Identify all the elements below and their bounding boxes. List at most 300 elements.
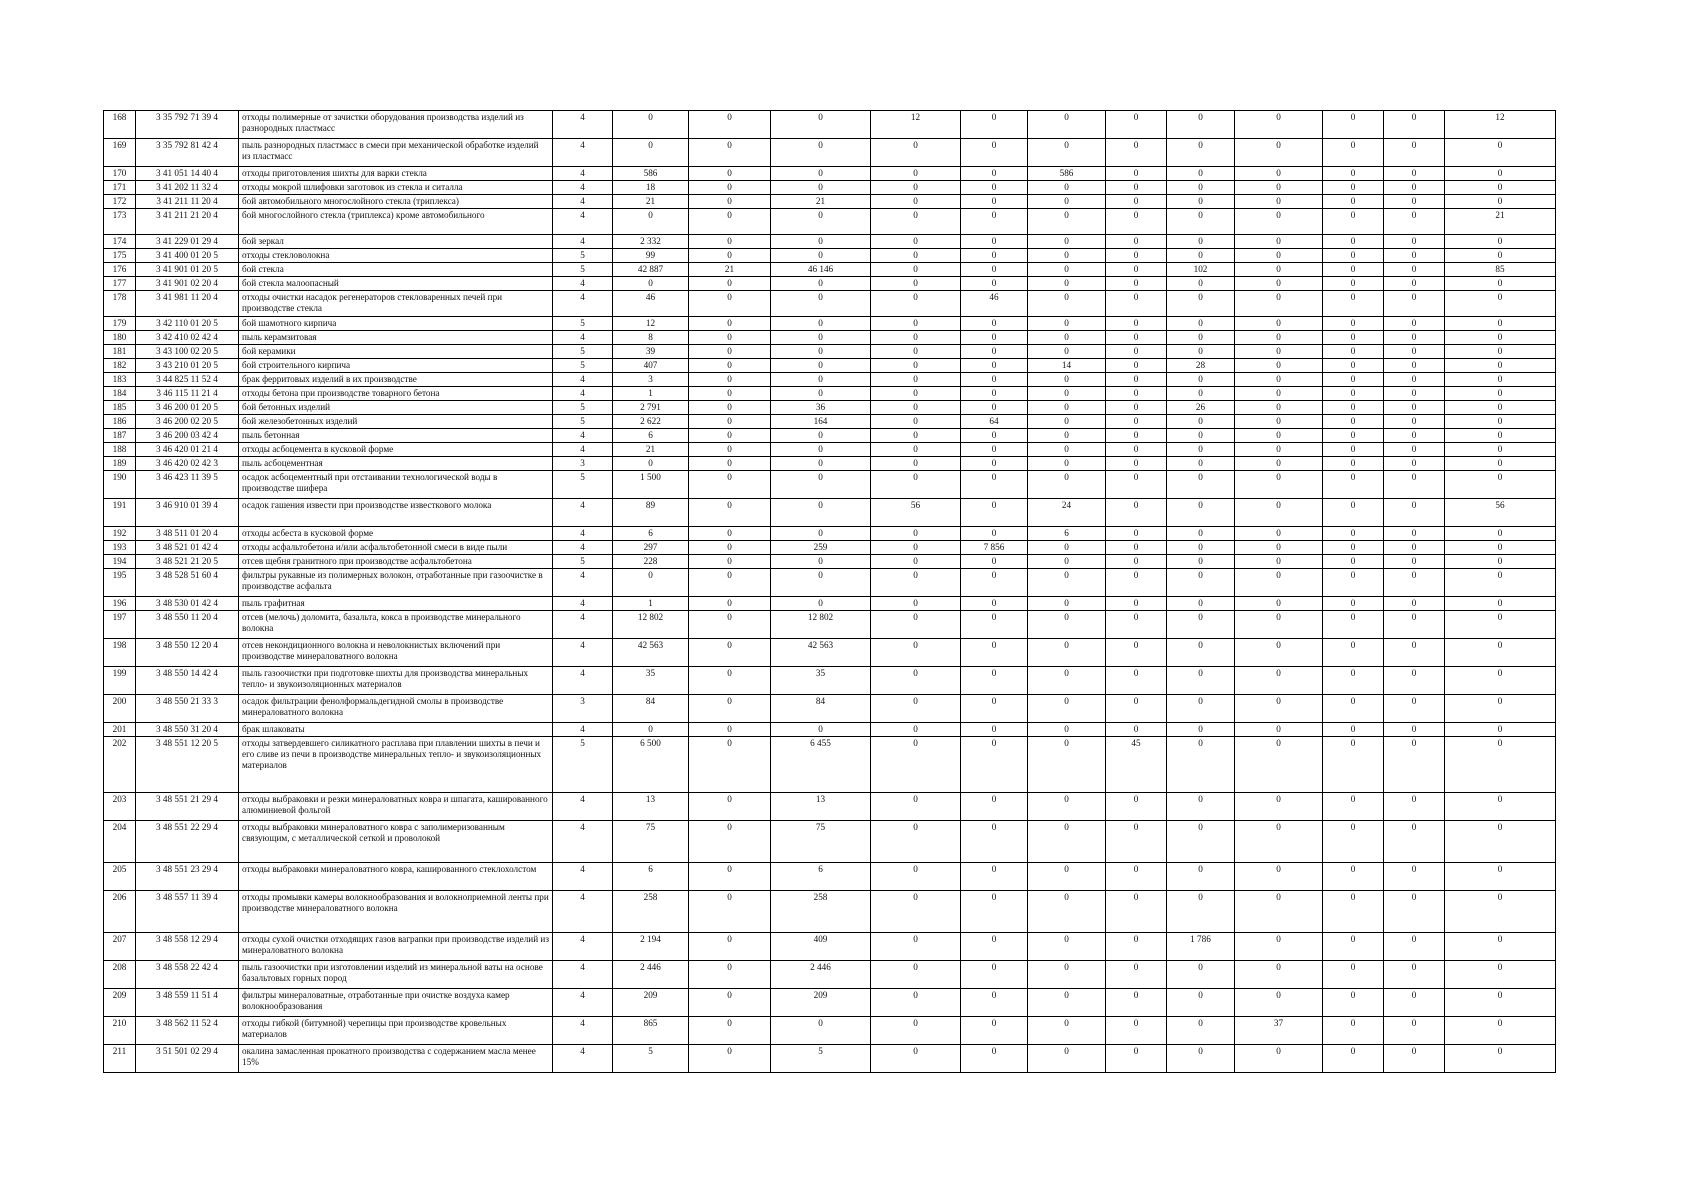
value-cell-11: 0 <box>1323 597 1384 611</box>
value-cell-4: 0 <box>771 471 871 499</box>
value-cell-3: 0 <box>689 235 771 249</box>
value-cell-8: 0 <box>1106 429 1167 443</box>
value-cell-6: 46 <box>961 291 1028 317</box>
table-row <box>104 457 1556 471</box>
value-cell-8: 0 <box>1106 961 1167 989</box>
value-cell-4: 0 <box>771 373 871 387</box>
waste-description-cell: фильтры минераловатные, отработанные при очистке воздуха камер волокнообразования <box>239 989 553 1017</box>
value-cell-13: 0 <box>1445 695 1556 723</box>
value-cell-13: 12 <box>1445 111 1556 139</box>
waste-description-cell: пыль газоочистки при подготовке шихты для производства минеральных тепло- и звукоизоляционных материалов <box>239 667 553 695</box>
value-cell-6: 0 <box>961 891 1028 933</box>
waste-code-cell: 3 43 210 01 20 5 <box>136 359 239 373</box>
value-cell-12: 0 <box>1384 263 1445 277</box>
value-cell-2: 1 <box>613 597 689 611</box>
value-cell-10: 0 <box>1235 891 1323 933</box>
value-cell-1: 4 <box>553 541 613 555</box>
waste-code-cell: 3 48 550 14 42 4 <box>136 667 239 695</box>
waste-description-cell: отходы асбеста в кусковой форме <box>239 527 553 541</box>
value-cell-1: 4 <box>553 209 613 235</box>
value-cell-2: 18 <box>613 181 689 195</box>
value-cell-4: 0 <box>771 443 871 457</box>
value-cell-9: 26 <box>1167 401 1235 415</box>
value-cell-10: 0 <box>1235 821 1323 863</box>
value-cell-13: 0 <box>1445 249 1556 263</box>
value-cell-5: 0 <box>871 863 961 891</box>
table-row <box>104 139 1556 167</box>
value-cell-6: 0 <box>961 667 1028 695</box>
value-cell-11: 0 <box>1323 457 1384 471</box>
value-cell-7: 0 <box>1028 1017 1106 1045</box>
value-cell-9: 0 <box>1167 1045 1235 1073</box>
waste-code-cell: 3 51 501 02 29 4 <box>136 1045 239 1073</box>
value-cell-9: 0 <box>1167 723 1235 737</box>
value-cell-7: 0 <box>1028 555 1106 569</box>
waste-code-cell: 3 46 115 11 21 4 <box>136 387 239 401</box>
value-cell-10: 0 <box>1235 429 1323 443</box>
value-cell-8: 0 <box>1106 891 1167 933</box>
value-cell-7: 6 <box>1028 527 1106 541</box>
value-cell-2: 39 <box>613 345 689 359</box>
table-row <box>104 249 1556 263</box>
value-cell-6: 0 <box>961 457 1028 471</box>
value-cell-5: 0 <box>871 597 961 611</box>
value-cell-11: 0 <box>1323 639 1384 667</box>
value-cell-1: 4 <box>553 569 613 597</box>
value-cell-5: 0 <box>871 429 961 443</box>
value-cell-8: 0 <box>1106 639 1167 667</box>
value-cell-10: 0 <box>1235 793 1323 821</box>
value-cell-8: 0 <box>1106 345 1167 359</box>
value-cell-4: 0 <box>771 345 871 359</box>
value-cell-13: 0 <box>1445 933 1556 961</box>
value-cell-13: 0 <box>1445 639 1556 667</box>
value-cell-9: 0 <box>1167 429 1235 443</box>
value-cell-7: 14 <box>1028 359 1106 373</box>
table-row <box>104 863 1556 891</box>
value-cell-12: 0 <box>1384 569 1445 597</box>
waste-code-cell: 3 48 550 21 33 3 <box>136 695 239 723</box>
value-cell-5: 0 <box>871 723 961 737</box>
waste-description-cell: отходы гибкой (битумной) черепицы при производстве кровельных материалов <box>239 1017 553 1045</box>
value-cell-10: 0 <box>1235 139 1323 167</box>
value-cell-4: 0 <box>771 111 871 139</box>
value-cell-13: 21 <box>1445 209 1556 235</box>
waste-code-cell: 3 35 792 81 42 4 <box>136 139 239 167</box>
waste-description-cell: отходы мокрой шлифовки заготовок из стекла и ситалла <box>239 181 553 195</box>
value-cell-13: 56 <box>1445 499 1556 527</box>
value-cell-5: 0 <box>871 891 961 933</box>
waste-code-cell: 3 41 229 01 29 4 <box>136 235 239 249</box>
value-cell-11: 0 <box>1323 527 1384 541</box>
value-cell-13: 0 <box>1445 1017 1556 1045</box>
waste-description-cell: брак шлаковаты <box>239 723 553 737</box>
waste-code-cell: 3 41 202 11 32 4 <box>136 181 239 195</box>
waste-code-cell: 3 48 558 12 29 4 <box>136 933 239 961</box>
value-cell-1: 4 <box>553 891 613 933</box>
row-number-cell: 198 <box>104 639 136 667</box>
value-cell-12: 0 <box>1384 1017 1445 1045</box>
value-cell-3: 0 <box>689 277 771 291</box>
value-cell-10: 0 <box>1235 443 1323 457</box>
value-cell-8: 0 <box>1106 331 1167 345</box>
value-cell-10: 0 <box>1235 541 1323 555</box>
value-cell-9: 0 <box>1167 195 1235 209</box>
value-cell-7: 0 <box>1028 209 1106 235</box>
row-number-cell: 196 <box>104 597 136 611</box>
row-number-cell: 179 <box>104 317 136 331</box>
value-cell-7: 0 <box>1028 317 1106 331</box>
value-cell-6: 7 856 <box>961 541 1028 555</box>
row-number-cell: 186 <box>104 415 136 429</box>
value-cell-2: 2 622 <box>613 415 689 429</box>
table-row <box>104 723 1556 737</box>
value-cell-1: 4 <box>553 499 613 527</box>
value-cell-1: 5 <box>553 263 613 277</box>
value-cell-7: 0 <box>1028 471 1106 499</box>
value-cell-11: 0 <box>1323 291 1384 317</box>
value-cell-6: 0 <box>961 863 1028 891</box>
value-cell-11: 0 <box>1323 331 1384 345</box>
value-cell-2: 5 <box>613 1045 689 1073</box>
value-cell-9: 0 <box>1167 111 1235 139</box>
waste-description-cell: бой бетонных изделий <box>239 401 553 415</box>
value-cell-2: 258 <box>613 891 689 933</box>
table-row <box>104 667 1556 695</box>
value-cell-1: 4 <box>553 167 613 181</box>
value-cell-4: 0 <box>771 429 871 443</box>
value-cell-11: 0 <box>1323 569 1384 597</box>
value-cell-6: 0 <box>961 209 1028 235</box>
row-number-cell: 191 <box>104 499 136 527</box>
value-cell-11: 0 <box>1323 933 1384 961</box>
value-cell-12: 0 <box>1384 597 1445 611</box>
value-cell-2: 42 887 <box>613 263 689 277</box>
row-number-cell: 177 <box>104 277 136 291</box>
value-cell-3: 0 <box>689 527 771 541</box>
waste-description-cell: отходы приготовления шихты для варки стекла <box>239 167 553 181</box>
value-cell-4: 259 <box>771 541 871 555</box>
value-cell-6: 0 <box>961 317 1028 331</box>
value-cell-8: 0 <box>1106 527 1167 541</box>
waste-code-cell: 3 41 400 01 20 5 <box>136 249 239 263</box>
value-cell-12: 0 <box>1384 401 1445 415</box>
row-number-cell: 207 <box>104 933 136 961</box>
table-row <box>104 1045 1556 1073</box>
value-cell-11: 0 <box>1323 611 1384 639</box>
value-cell-10: 0 <box>1235 415 1323 429</box>
value-cell-11: 0 <box>1323 277 1384 291</box>
value-cell-10: 0 <box>1235 181 1323 195</box>
value-cell-10: 0 <box>1235 111 1323 139</box>
value-cell-13: 0 <box>1445 569 1556 597</box>
value-cell-1: 4 <box>553 1017 613 1045</box>
value-cell-4: 84 <box>771 695 871 723</box>
value-cell-2: 228 <box>613 555 689 569</box>
value-cell-11: 0 <box>1323 235 1384 249</box>
value-cell-10: 0 <box>1235 195 1323 209</box>
waste-description-cell: бой зеркал <box>239 235 553 249</box>
value-cell-9: 0 <box>1167 415 1235 429</box>
value-cell-13: 0 <box>1445 527 1556 541</box>
value-cell-13: 0 <box>1445 429 1556 443</box>
waste-code-cell: 3 46 423 11 39 5 <box>136 471 239 499</box>
value-cell-9: 0 <box>1167 695 1235 723</box>
value-cell-3: 0 <box>689 443 771 457</box>
value-cell-4: 209 <box>771 989 871 1017</box>
value-cell-13: 0 <box>1445 359 1556 373</box>
value-cell-7: 0 <box>1028 373 1106 387</box>
value-cell-11: 0 <box>1323 111 1384 139</box>
value-cell-7: 0 <box>1028 249 1106 263</box>
value-cell-11: 0 <box>1323 471 1384 499</box>
row-number-cell: 197 <box>104 611 136 639</box>
value-cell-9: 0 <box>1167 443 1235 457</box>
value-cell-1: 5 <box>553 401 613 415</box>
waste-code-cell: 3 41 211 11 20 4 <box>136 195 239 209</box>
value-cell-2: 13 <box>613 793 689 821</box>
row-number-cell: 206 <box>104 891 136 933</box>
waste-description-cell: отходы асбоцемента в кусковой форме <box>239 443 553 457</box>
value-cell-2: 12 <box>613 317 689 331</box>
value-cell-5: 0 <box>871 933 961 961</box>
value-cell-11: 0 <box>1323 723 1384 737</box>
value-cell-8: 0 <box>1106 1045 1167 1073</box>
value-cell-4: 0 <box>771 1017 871 1045</box>
value-cell-1: 4 <box>553 443 613 457</box>
value-cell-4: 0 <box>771 597 871 611</box>
value-cell-4: 6 <box>771 863 871 891</box>
value-cell-2: 586 <box>613 167 689 181</box>
value-cell-2: 6 <box>613 429 689 443</box>
row-number-cell: 202 <box>104 737 136 793</box>
value-cell-5: 0 <box>871 793 961 821</box>
table-row <box>104 195 1556 209</box>
row-number-cell: 192 <box>104 527 136 541</box>
table-row <box>104 891 1556 933</box>
value-cell-8: 0 <box>1106 471 1167 499</box>
value-cell-5: 0 <box>871 471 961 499</box>
value-cell-4: 42 563 <box>771 639 871 667</box>
value-cell-6: 0 <box>961 569 1028 597</box>
table-row <box>104 415 1556 429</box>
waste-code-cell: 3 48 562 11 52 4 <box>136 1017 239 1045</box>
waste-description-cell: осадок фильтрации фенолформальдегидной смолы в производстве минераловатного волокна <box>239 695 553 723</box>
waste-description-cell: бой стекла <box>239 263 553 277</box>
table-row <box>104 277 1556 291</box>
value-cell-8: 45 <box>1106 737 1167 793</box>
waste-description-cell: бой шамотного кирпича <box>239 317 553 331</box>
row-number-cell: 175 <box>104 249 136 263</box>
value-cell-11: 0 <box>1323 167 1384 181</box>
value-cell-3: 0 <box>689 555 771 569</box>
value-cell-7: 0 <box>1028 569 1106 597</box>
row-number-cell: 195 <box>104 569 136 597</box>
value-cell-4: 0 <box>771 499 871 527</box>
value-cell-3: 0 <box>689 499 771 527</box>
value-cell-5: 0 <box>871 1017 961 1045</box>
value-cell-9: 0 <box>1167 1017 1235 1045</box>
value-cell-6: 0 <box>961 345 1028 359</box>
table-row <box>104 331 1556 345</box>
value-cell-11: 0 <box>1323 499 1384 527</box>
row-number-cell: 178 <box>104 291 136 317</box>
value-cell-1: 5 <box>553 737 613 793</box>
value-cell-3: 0 <box>689 933 771 961</box>
value-cell-13: 0 <box>1445 891 1556 933</box>
value-cell-5: 0 <box>871 1045 961 1073</box>
value-cell-2: 6 500 <box>613 737 689 793</box>
value-cell-6: 0 <box>961 139 1028 167</box>
value-cell-10: 0 <box>1235 387 1323 401</box>
value-cell-2: 0 <box>613 111 689 139</box>
value-cell-12: 0 <box>1384 345 1445 359</box>
value-cell-3: 0 <box>689 597 771 611</box>
value-cell-13: 0 <box>1445 277 1556 291</box>
value-cell-7: 0 <box>1028 181 1106 195</box>
waste-description-cell: отходы промывки камеры волокнообразования и волокноприемной ленты при производстве минераловатного волокна <box>239 891 553 933</box>
value-cell-1: 4 <box>553 373 613 387</box>
value-cell-6: 0 <box>961 597 1028 611</box>
value-cell-2: 35 <box>613 667 689 695</box>
value-cell-11: 0 <box>1323 401 1384 415</box>
value-cell-7: 0 <box>1028 429 1106 443</box>
waste-description-cell: отсев некондиционного волокна и неволокнистых включений при производстве минераловатного волокна <box>239 639 553 667</box>
value-cell-13: 0 <box>1445 597 1556 611</box>
row-number-cell: 169 <box>104 139 136 167</box>
waste-description-cell: бой стекла малоопасный <box>239 277 553 291</box>
value-cell-7: 0 <box>1028 401 1106 415</box>
value-cell-2: 46 <box>613 291 689 317</box>
value-cell-3: 0 <box>689 209 771 235</box>
value-cell-1: 4 <box>553 723 613 737</box>
value-cell-10: 0 <box>1235 457 1323 471</box>
row-number-cell: 190 <box>104 471 136 499</box>
waste-description-cell: осадок асбоцементный при отстаивании технологической воды в производстве шифера <box>239 471 553 499</box>
value-cell-3: 0 <box>689 457 771 471</box>
value-cell-7: 0 <box>1028 933 1106 961</box>
value-cell-6: 0 <box>961 499 1028 527</box>
value-cell-13: 0 <box>1445 863 1556 891</box>
value-cell-10: 0 <box>1235 249 1323 263</box>
value-cell-3: 0 <box>689 415 771 429</box>
value-cell-10: 0 <box>1235 209 1323 235</box>
value-cell-5: 0 <box>871 291 961 317</box>
value-cell-10: 0 <box>1235 331 1323 345</box>
value-cell-13: 0 <box>1445 317 1556 331</box>
value-cell-4: 0 <box>771 209 871 235</box>
value-cell-4: 0 <box>771 291 871 317</box>
value-cell-10: 0 <box>1235 527 1323 541</box>
waste-description-cell: пыль асбоцементная <box>239 457 553 471</box>
value-cell-2: 2 194 <box>613 933 689 961</box>
value-cell-8: 0 <box>1106 277 1167 291</box>
table-row <box>104 209 1556 235</box>
value-cell-7: 0 <box>1028 821 1106 863</box>
value-cell-9: 0 <box>1167 555 1235 569</box>
value-cell-9: 0 <box>1167 597 1235 611</box>
value-cell-1: 4 <box>553 527 613 541</box>
value-cell-8: 0 <box>1106 541 1167 555</box>
value-cell-7: 0 <box>1028 737 1106 793</box>
table-row <box>104 569 1556 597</box>
value-cell-9: 0 <box>1167 527 1235 541</box>
value-cell-9: 0 <box>1167 181 1235 195</box>
value-cell-3: 0 <box>689 331 771 345</box>
value-cell-12: 0 <box>1384 429 1445 443</box>
row-number-cell: 199 <box>104 667 136 695</box>
value-cell-2: 0 <box>613 139 689 167</box>
value-cell-3: 0 <box>689 961 771 989</box>
value-cell-2: 75 <box>613 821 689 863</box>
waste-code-cell: 3 48 551 21 29 4 <box>136 793 239 821</box>
value-cell-6: 0 <box>961 961 1028 989</box>
value-cell-1: 4 <box>553 961 613 989</box>
value-cell-8: 0 <box>1106 415 1167 429</box>
value-cell-10: 0 <box>1235 737 1323 793</box>
value-cell-8: 0 <box>1106 401 1167 415</box>
table-row <box>104 401 1556 415</box>
waste-code-cell: 3 46 200 01 20 5 <box>136 401 239 415</box>
value-cell-11: 0 <box>1323 443 1384 457</box>
value-cell-12: 0 <box>1384 1045 1445 1073</box>
value-cell-11: 0 <box>1323 695 1384 723</box>
value-cell-9: 0 <box>1167 345 1235 359</box>
table-row <box>104 611 1556 639</box>
value-cell-13: 0 <box>1445 1045 1556 1073</box>
waste-description-cell: бой многослойного стекла (триплекса) кроме автомобильного <box>239 209 553 235</box>
value-cell-5: 0 <box>871 277 961 291</box>
value-cell-8: 0 <box>1106 387 1167 401</box>
value-cell-6: 0 <box>961 331 1028 345</box>
value-cell-1: 4 <box>553 331 613 345</box>
waste-code-cell: 3 46 200 02 20 5 <box>136 415 239 429</box>
value-cell-2: 42 563 <box>613 639 689 667</box>
value-cell-8: 0 <box>1106 209 1167 235</box>
value-cell-6: 0 <box>961 401 1028 415</box>
value-cell-9: 0 <box>1167 457 1235 471</box>
value-cell-3: 0 <box>689 989 771 1017</box>
value-cell-12: 0 <box>1384 793 1445 821</box>
value-cell-12: 0 <box>1384 277 1445 291</box>
row-number-cell: 204 <box>104 821 136 863</box>
waste-code-cell: 3 41 051 14 40 4 <box>136 167 239 181</box>
table-row <box>104 821 1556 863</box>
value-cell-4: 0 <box>771 277 871 291</box>
waste-code-cell: 3 41 981 11 20 4 <box>136 291 239 317</box>
waste-code-cell: 3 35 792 71 39 4 <box>136 111 239 139</box>
row-number-cell: 176 <box>104 263 136 277</box>
value-cell-2: 2 446 <box>613 961 689 989</box>
value-cell-2: 6 <box>613 863 689 891</box>
value-cell-4: 36 <box>771 401 871 415</box>
table-row <box>104 793 1556 821</box>
value-cell-4: 0 <box>771 181 871 195</box>
value-cell-1: 4 <box>553 139 613 167</box>
value-cell-10: 0 <box>1235 263 1323 277</box>
value-cell-11: 0 <box>1323 195 1384 209</box>
row-number-cell: 193 <box>104 541 136 555</box>
value-cell-9: 0 <box>1167 639 1235 667</box>
value-cell-13: 0 <box>1445 195 1556 209</box>
value-cell-9: 0 <box>1167 167 1235 181</box>
value-cell-5: 0 <box>871 249 961 263</box>
waste-description-cell: бой железобетонных изделий <box>239 415 553 429</box>
value-cell-6: 0 <box>961 167 1028 181</box>
value-cell-13: 0 <box>1445 331 1556 345</box>
value-cell-12: 0 <box>1384 639 1445 667</box>
value-cell-3: 0 <box>689 249 771 263</box>
